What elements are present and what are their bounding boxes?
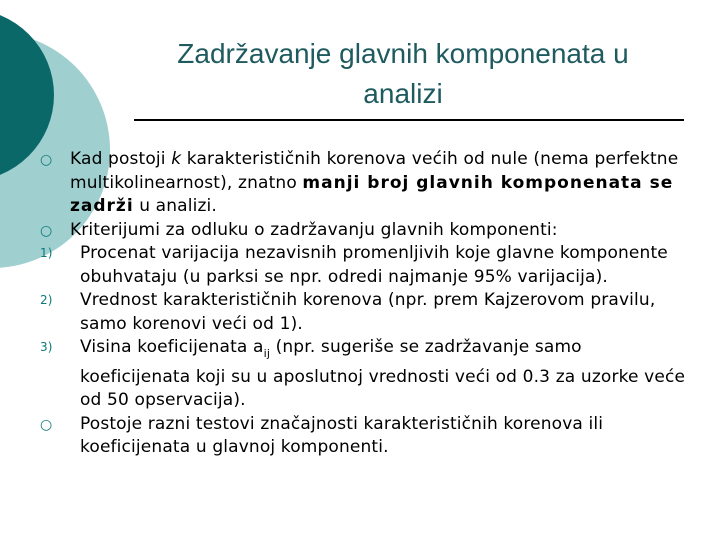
bullet-text xyxy=(80,336,690,413)
hollow-circle-bullet-icon: ○ xyxy=(40,152,53,168)
title-underline xyxy=(134,119,684,121)
bullet-text xyxy=(70,148,680,219)
bullet-list xyxy=(0,148,720,460)
numbered-marker: 1) xyxy=(40,246,53,260)
text-run: u analizi. xyxy=(133,196,217,216)
slide-title-line-1: Zadržavanje glavnih komponenata u xyxy=(177,38,629,69)
text-run: manji broj glavnih komponenata se zadrži xyxy=(70,172,674,216)
text-run: Kriterijumi za odluku o zadržavanju glavnih komponenti: xyxy=(70,219,558,240)
bullet-text xyxy=(80,242,680,289)
text-run: Procenat varijacija nezavisnih promenljivih koje glavne komponente obuhvataju (u parksi se npr. odredi najmanje 95% varijacija). xyxy=(80,243,668,287)
bullet-item xyxy=(0,242,720,289)
numbered-marker: 3) xyxy=(40,340,53,354)
text-run: (npr. sugeriše se zadržavanje samo koeficijenata koji su u aposlutnoj vrednosti veći od 0.3 za uzorke veće od 50 opservacija). xyxy=(80,337,686,410)
slide-title xyxy=(108,34,698,114)
text-run: Postoje razni testovi značajnosti karakterističnih korenova ili koeficijenata u glavnoj komponenti. xyxy=(80,413,604,457)
hollow-circle-bullet-icon: ○ xyxy=(40,416,53,433)
text-run: Visina koeficijenata a xyxy=(80,337,264,357)
bullet-item xyxy=(0,336,720,413)
text-run: Kad postoji xyxy=(70,149,172,169)
slide-title-line-2: analizi xyxy=(363,78,443,109)
bullet-text xyxy=(80,289,680,336)
bullet-text xyxy=(70,219,680,243)
bullet-item xyxy=(0,148,720,219)
text-run: ij xyxy=(263,347,271,360)
text-run: Vrednost karakterističnih korenova (npr. prem Kajzerovom pravilu, samo korenovi veći od 1). xyxy=(80,290,656,334)
numbered-marker: 2) xyxy=(40,293,53,307)
hollow-circle-bullet-icon: ○ xyxy=(40,222,53,239)
bullet-item xyxy=(0,413,720,460)
bullet-item xyxy=(0,289,720,336)
text-run: karakterističnih korenova većih od nule (nema perfektne multikolinearnost), znatno xyxy=(70,149,679,193)
bullet-item xyxy=(0,219,720,243)
bullet-text xyxy=(80,413,695,460)
text-run: k xyxy=(171,149,182,169)
